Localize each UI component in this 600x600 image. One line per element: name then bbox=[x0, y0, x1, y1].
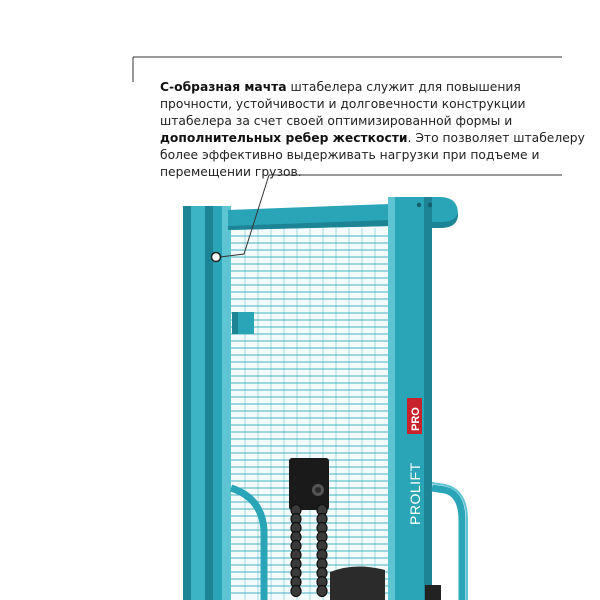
description-text-part-1: штабелера служит для повышения прочности, устойчивости и долговечности конструкции штабелера за счет своей оптимизированной формы и bbox=[160, 80, 526, 128]
brand-name-text: PROLIFT bbox=[407, 462, 423, 525]
chain-link bbox=[317, 586, 327, 597]
mesh-bracket bbox=[232, 312, 254, 334]
left-mast-upright bbox=[183, 206, 231, 600]
description-bold-lead: С-образная мачта bbox=[160, 80, 287, 94]
right-handle bbox=[432, 483, 467, 600]
top-crossbar bbox=[228, 204, 390, 230]
top-callout-bracket bbox=[133, 57, 562, 82]
mesh-guard bbox=[228, 226, 388, 600]
chain-link bbox=[291, 586, 301, 597]
brand-badge-text: PRO bbox=[410, 407, 422, 431]
right-mast-upright bbox=[388, 197, 458, 600]
callout-pointer-dot-icon bbox=[212, 253, 221, 262]
description-text-part-2: . Это позволяет штабелеру более эффективно выдерживать нагрузки при подъеме и перемещении грузов. bbox=[160, 131, 585, 179]
description-bold-ribs: дополнительных ребер жесткости bbox=[160, 131, 408, 145]
